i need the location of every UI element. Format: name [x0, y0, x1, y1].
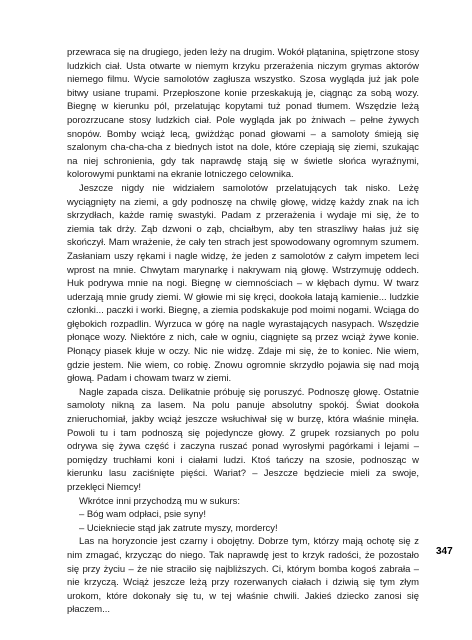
- paragraph-1: przewraca się na drugiego, jeden leży na drugim. Wokół plątanina, spiętrzone stosy ludzkich ciał. Usta otwarte w niemym krzyku przerażenia niczym grymas aktorów niemego filmu. Wycie samolotów zagłusza wszystko. Szosa wygląda już jak pole bitwy usiane trupami. Przepłoszone konie przeskakują je, ciągnąc za sobą wozy. Biegnę w kierunku pól, przelatując kopytami tuż ponad tłumem. Wszędzie leżą porozrzucane stosy ludzkich ciał. Pole wygląda jak po żniwach – pełne żywych snopów. Bomby wciąż lecą, gwiżdżąc ponad głowami – a samoloty śmieją się szalonym cha-cha-cha z biednych istot na dole, które czepiają się ziemi, szukając na niej schronienia, gdy tak naprawdę stają się w świetle słońca wyraźnymi, kolorowymi punktami na ekranie lotniczego celownika.: [67, 47, 419, 181]
- paragraph-3: Nagle zapada cisza. Delikatnie próbuję się poruszyć. Podnoszę głowę. Ostatnie samoloty nikną za lasem. Na polu panuje absolutny spokój. Świat dookoła znieruchomiał, jakby wciąż jeszcze wsłuchiwał się w burzę, która właśnie minęła. Powoli tu i tam podnoszą się pojedyncze głowy. Z grupek rozsianych po polu odrywa się żywa część i zaczyna ruszać ponad wyrosłymi pagórkami i lejami – pomiędzy truchłami koni i ciałami ludzi. Ktoś tańczy na szosie, podnosząc w kierunku lasu zaciśnięte pięści. Wariat? – Jeszcze będziecie mieli za swoje, przeklęci Niemcy!: [67, 386, 419, 493]
- paragraph-2: Jeszcze nigdy nie widziałem samolotów przelatujących tak nisko. Leżę wyciągnięty na ziemi, a gdy podnoszę na chwilę głowę, widzę każdy znak na ich skrzydłach, każde ramię swastyki. Padam z przerażenia i wydaje mi się, że to ziemia tak drży. Ząb dzwoni o ząb, chciałbym, aby ten straszliwy hałas już się skończył. Mam wrażenie, że cały ten strach jest spowodowany ogromnym szumem. Zasłaniam uszy rękami i nagle widzę, że jeden z samolotów z całym impetem leci wprost na mnie. Chwytam marynarkę i nakrywam nią głowę. Wstrzymuję oddech. Huk podrywa mnie na nogi. Biegnę w ciemnościach – w kłębach dymu. W twarz uderzają mnie grudy ziemi. W głowie mi się kręci, dookoła latają kamienie... ludzkie członki... paczki i worki. Biegnę, a ziemia podskakuje pod moimi nogami. Wciąga do głębokich rozpadlin. Wyrzuca w górę na nagle wyrastających nasypach. Wszędzie płonące wozy. Niektóre z nich, całe w ogniu, ciągnięte są przez wciąż żywe konie. Płonący piasek kłuje w oczy. Nic nie widzę. Zdaje mi się, że to koniec. Nie wiem, gdzie jestem. Nie wiem, co robię. Znowu ogromnie skrzydło pojawia się nad moją głową. Padam i chowam twarz w ziemi.: [67, 182, 419, 385]
- dialogue-line-2: – Uciekniecie stąd jak zatrute myszy, mordercy!: [79, 522, 278, 534]
- dialogue-line-1: – Bóg wam odpłaci, psie syny!: [79, 509, 206, 521]
- page-number: 347: [436, 546, 453, 557]
- page-body: [67, 46, 419, 617]
- paragraph-5: Las na horyzoncie jest czarny i obojętny. Dobrze tym, którzy mają ochotę się z nim zmagać, krzycząc do niego. Tak naprawdę jest to krzyk radości, że pozostało się przy życiu – że nie straciło się najbliższych. Ci, którym bomba kogoś zabrała – nie krzyczą. Wciąż jeszcze leżą przy rozerwanych ciałach i dziwią się tym złym urokom, które dokonały się tu, w tej właśnie chwili. Jakieś dziecko zanosi się płaczem...: [67, 536, 419, 616]
- paragraph-4: Wkrótce inni przychodzą mu w sukurs:: [79, 495, 241, 507]
